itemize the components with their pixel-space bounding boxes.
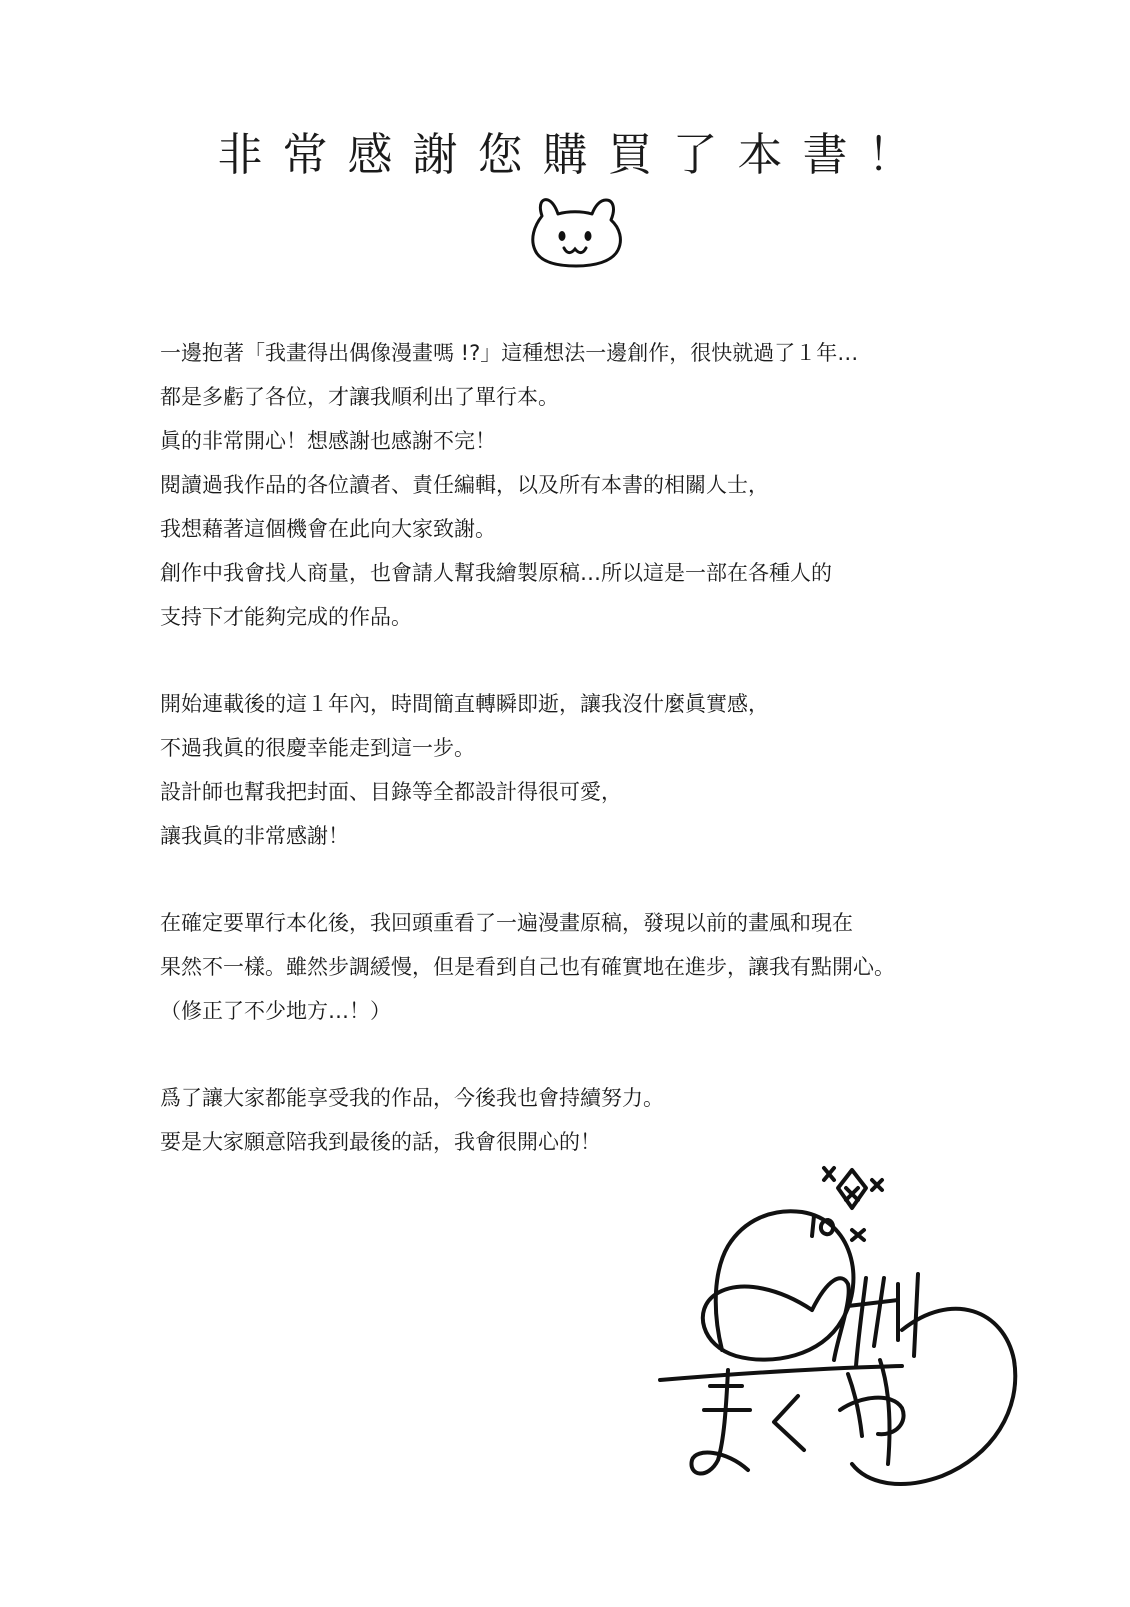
text-line: 我想藉著這個機會在此向大家致謝。	[160, 517, 496, 541]
page-title: 非常感謝您購買了本書！	[217, 128, 933, 181]
paragraph	[160, 682, 1040, 858]
text-line: （修正了不少地方…！）	[160, 999, 391, 1023]
text-line: 設計師也幫我把封面、目錄等全都設計得很可愛，	[160, 780, 622, 804]
paragraph	[160, 331, 1040, 639]
cat-face-icon	[528, 194, 624, 270]
text-line: 開始連載後的這１年內，時間簡直轉瞬即逝，讓我沒什麼眞實感，	[160, 692, 769, 716]
handwritten-signature	[652, 1160, 1022, 1490]
text-line: 果然不一樣。雖然步調緩慢，但是看到自己也有確實地在進步，讓我有點開心。	[160, 955, 895, 979]
text-line: 在確定要單行本化後，我回頭重看了一遍漫畫原稿，發現以前的畫風和現在	[160, 911, 853, 935]
afterword-body	[160, 331, 1040, 1164]
text-line: 爲了讓大家都能享受我的作品，今後我也會持續努力。	[160, 1086, 664, 1110]
text-line: 一邊抱著「我畫得出偶像漫畫嗎 !?」這種想法一邊創作，很快就過了１年…	[160, 341, 859, 365]
text-line: 不過我眞的很慶幸能走到這一步。	[160, 736, 475, 760]
text-line: 創作中我會找人商量，也會請人幫我繪製原稿…所以這是一部在各種人的	[160, 561, 832, 585]
text-line: 要是大家願意陪我到最後的話，我會很開心的！	[160, 1130, 601, 1154]
paragraph	[160, 1076, 1040, 1164]
text-line: 讓我眞的非常感謝！	[160, 824, 349, 848]
text-line: 閱讀過我作品的各位讀者、責任編輯，以及所有本書的相關人士，	[160, 473, 769, 497]
text-line: 都是多虧了各位，才讓我順利出了單行本。	[160, 385, 559, 409]
text-line: 眞的非常開心！想感謝也感謝不完！	[160, 429, 496, 453]
paragraph	[160, 901, 1040, 1033]
text-line: 支持下才能夠完成的作品。	[160, 605, 412, 629]
